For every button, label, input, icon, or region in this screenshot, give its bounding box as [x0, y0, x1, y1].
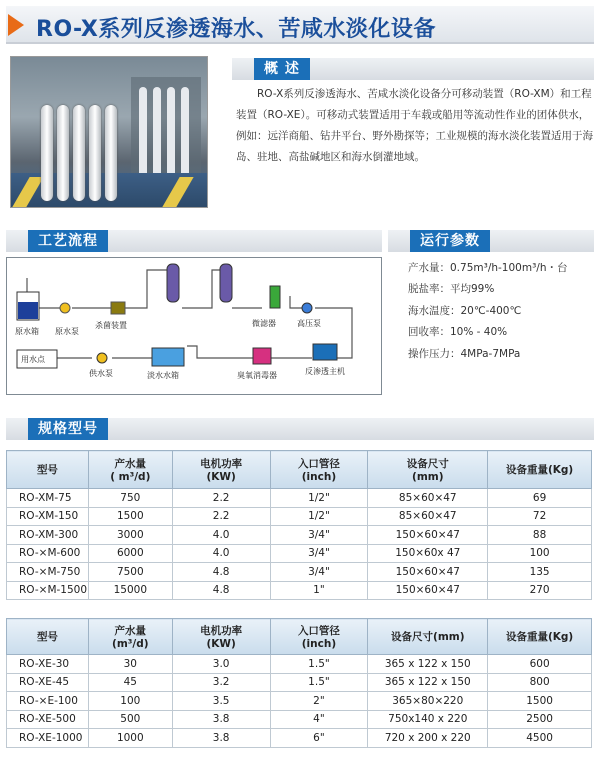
- param-item: 操作压力：4MPa-7MPa: [408, 347, 521, 360]
- table-cell: 750: [88, 489, 172, 508]
- table-cell: 1/2": [270, 489, 368, 508]
- table-cell: 3000: [88, 526, 172, 545]
- table-cell: 88: [488, 526, 592, 545]
- sterilizer-shape: [111, 302, 125, 314]
- table-cell: 1.5": [270, 655, 368, 674]
- table-cell: 1": [270, 581, 368, 600]
- filter-column-2: [220, 264, 232, 302]
- label-raw-pump: 原水泵: [55, 327, 79, 336]
- table-cell: 3/4": [270, 526, 368, 545]
- ro-host-shape: [313, 344, 337, 360]
- params-header: [388, 230, 594, 252]
- table-cell: 150×60×47: [368, 526, 488, 545]
- raw-pump-shape: [60, 303, 70, 313]
- table-cell: 1500: [88, 507, 172, 526]
- table-cell: 69: [488, 489, 592, 508]
- table-cell: RO-×M-600: [7, 544, 89, 563]
- photo-rack-tube: [167, 87, 175, 177]
- table-cell: 365 x 122 x 150: [368, 673, 488, 692]
- specs-label: 规格型号: [28, 418, 108, 440]
- table-header-cell: 设备尺寸(mm): [368, 619, 488, 655]
- table-row: [7, 692, 592, 711]
- table-cell: 3/4": [270, 544, 368, 563]
- table-cell: 365 x 122 x 150: [368, 655, 488, 674]
- overview-label: 概 述: [254, 58, 310, 80]
- table-cell: 30: [88, 655, 172, 674]
- table-row: [7, 544, 592, 563]
- table-row: [7, 655, 592, 674]
- table-cell: RO-XM-150: [7, 507, 89, 526]
- equipment-photo: [10, 56, 208, 208]
- process-diagram-svg: [7, 258, 381, 394]
- title-bar: [6, 6, 594, 44]
- process-label: 工艺流程: [28, 230, 108, 252]
- table-cell: 2.2: [172, 507, 270, 526]
- table-header-cell: 电机功率 (KW): [172, 451, 270, 489]
- table-row: [7, 489, 592, 508]
- table-header-cell: 设备尺寸 (mm): [368, 451, 488, 489]
- table-cell: 2": [270, 692, 368, 711]
- table-row: [7, 673, 592, 692]
- table-header-cell: 产水量 ( m³/d): [88, 451, 172, 489]
- table-cell: RO-×M-1500: [7, 581, 89, 600]
- table-header-cell: 设备重量(Kg): [488, 451, 592, 489]
- raw-tank-water: [18, 302, 38, 319]
- photo-rack-tube: [181, 87, 189, 177]
- table-header-cell: 电机功率 (KW): [172, 619, 270, 655]
- table-header-cell: 型号: [7, 451, 89, 489]
- photo-membrane-tube: [105, 105, 117, 201]
- table-cell: RO-XE-30: [7, 655, 89, 674]
- table-cell: 85×60×47: [368, 489, 488, 508]
- table-cell: 1500: [488, 692, 592, 711]
- param-item: 产水量：0.75m³/h-100m³/h・台: [408, 262, 568, 274]
- table-cell: 6000: [88, 544, 172, 563]
- label-use-point: 用水点: [21, 355, 45, 364]
- table-row: [7, 729, 592, 748]
- table-cell: 3.5: [172, 692, 270, 711]
- label-supply-pump: 供水泵: [89, 369, 113, 378]
- params-label: 运行参数: [410, 230, 490, 252]
- table-cell: 1.5": [270, 673, 368, 692]
- micro-filter-shape: [270, 286, 280, 308]
- label-micro-filter: 微滤器: [252, 319, 276, 328]
- table-cell: RO-XE-45: [7, 673, 89, 692]
- title-arrow-icon: [8, 14, 24, 36]
- photo-rack-tube: [153, 87, 161, 177]
- table-cell: 1/2": [270, 507, 368, 526]
- table-cell: 1000: [88, 729, 172, 748]
- table-header-cell: 产水量 (m³/d): [88, 619, 172, 655]
- table-cell: 4": [270, 710, 368, 729]
- filter-column-1: [167, 264, 179, 302]
- table-cell: 150×60×47: [368, 581, 488, 600]
- ozone-shape: [253, 348, 271, 364]
- table-cell: 4500: [488, 729, 592, 748]
- table-cell: 720 x 200 x 220: [368, 729, 488, 748]
- process-header: [6, 230, 382, 252]
- table-cell: 750x140 x 220: [368, 710, 488, 729]
- spec-table-xm: [6, 450, 592, 600]
- fresh-tank-shape: [152, 348, 184, 366]
- table-cell: 150×60x 47: [368, 544, 488, 563]
- supply-pump-shape: [97, 353, 107, 363]
- table-cell: 135: [488, 563, 592, 582]
- table-cell: RO-×M-750: [7, 563, 89, 582]
- table-header-row: [7, 451, 592, 489]
- process-diagram: [6, 257, 382, 395]
- table-cell: 365×80×220: [368, 692, 488, 711]
- table-header-cell: 设备重量(Kg): [488, 619, 592, 655]
- table-row: [7, 563, 592, 582]
- table-cell: 7500: [88, 563, 172, 582]
- overview-header: [232, 58, 594, 80]
- table-cell: 4.8: [172, 563, 270, 582]
- table-cell: 2.2: [172, 489, 270, 508]
- photo-membrane-tube: [73, 105, 85, 201]
- table-cell: 3/4": [270, 563, 368, 582]
- table-cell: RO-XM-75: [7, 489, 89, 508]
- photo-membrane-tube: [89, 105, 101, 201]
- specs-header: [6, 418, 594, 440]
- param-item: 回收率：10% - 40%: [408, 326, 508, 339]
- table-cell: 15000: [88, 581, 172, 600]
- table-cell: 6": [270, 729, 368, 748]
- table-cell: 45: [88, 673, 172, 692]
- table-cell: 100: [488, 544, 592, 563]
- params-list: [408, 258, 567, 365]
- param-item: 脱盐率：平均99%: [408, 283, 495, 296]
- table-cell: 2500: [488, 710, 592, 729]
- table-cell: 150×60×47: [368, 563, 488, 582]
- table-cell: 100: [88, 692, 172, 711]
- table-row: [7, 710, 592, 729]
- table-header-cell: 入口管径 (inch): [270, 451, 368, 489]
- table-cell: 500: [88, 710, 172, 729]
- table-cell: 3.8: [172, 729, 270, 748]
- photo-membrane-tube: [57, 105, 69, 201]
- overview-text: RO-X系列反渗透海水、苦咸水淡化设备分可移动装置（RO-XM）和工程装置（RO-XE）。可移动式装置适用于车载或船用等流动性作业的团体供水，例如：远洋商船、钻井平台、野外勘探等；工业规模的海水淡化装置适用于海岛、驻地、高盐碱地区和海水倒灌地域。: [236, 88, 593, 163]
- table-cell: 600: [488, 655, 592, 674]
- table-cell: 270: [488, 581, 592, 600]
- table-header-cell: 型号: [7, 619, 89, 655]
- table-cell: 72: [488, 507, 592, 526]
- spec-table-xe: [6, 618, 592, 748]
- table-cell: RO-×E-100: [7, 692, 89, 711]
- table-row: [7, 526, 592, 545]
- label-ozone: 臭氧消毒器: [237, 371, 277, 380]
- label-raw-tank: 原水箱: [15, 327, 39, 336]
- page-title: RO-X系列反渗透海水、苦咸水淡化设备: [36, 17, 436, 42]
- table-header-row: [7, 619, 592, 655]
- table-cell: 800: [488, 673, 592, 692]
- table-cell: 4.0: [172, 544, 270, 563]
- table-cell: 85×60×47: [368, 507, 488, 526]
- table-cell: RO-XE-1000: [7, 729, 89, 748]
- param-item: 海水温度：20℃-400℃: [408, 304, 522, 317]
- table-cell: 3.0: [172, 655, 270, 674]
- table-header-cell: 入口管径 (inch): [270, 619, 368, 655]
- table-cell: RO-XM-300: [7, 526, 89, 545]
- table-cell: RO-XE-500: [7, 710, 89, 729]
- label-ro-host: 反渗透主机: [305, 367, 345, 376]
- table-row: [7, 507, 592, 526]
- photo-membrane-tube: [41, 105, 53, 201]
- hp-pump-shape: [302, 303, 312, 313]
- table-cell: 4.0: [172, 526, 270, 545]
- table-cell: 3.8: [172, 710, 270, 729]
- table-row: [7, 581, 592, 600]
- label-hp-pump: 高压泵: [297, 319, 321, 328]
- table-cell: 4.8: [172, 581, 270, 600]
- table-cell: 3.2: [172, 673, 270, 692]
- photo-rack-tube: [139, 87, 147, 177]
- label-sterilizer: 杀菌装置: [95, 321, 127, 330]
- label-fresh-tank: 淡水水箱: [147, 371, 179, 380]
